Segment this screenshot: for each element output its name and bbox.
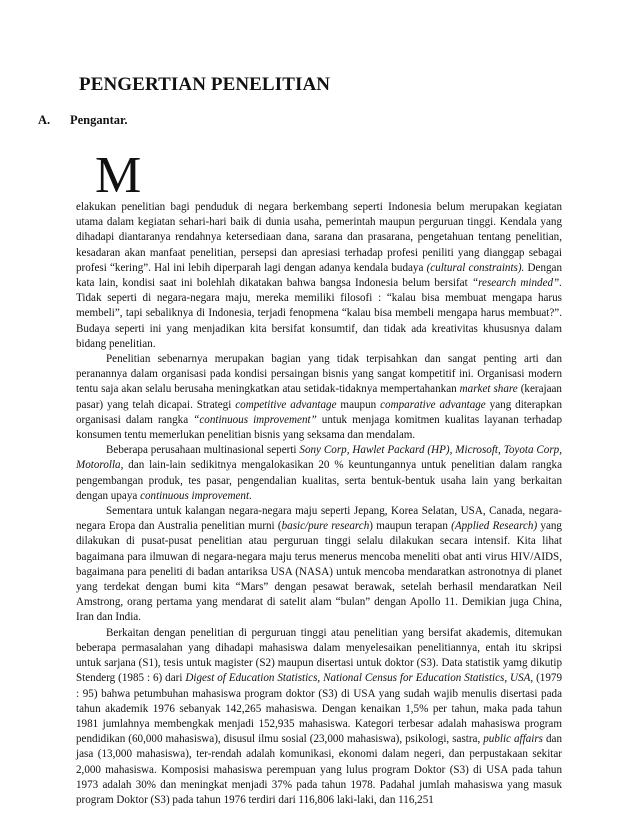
text-run: dan jasa (13,000 mahasiswa), ter-rendah adalah komunikasi, ekonomi dalam negeri, dan perpustakaan sekitar 2,000 mahasiswa. Komposisi mahasiswa perempuan yang lulus program Doktor (S3) di USA pada tahun 1973 adalah 30% dan meningkat menjadi 37% pada tahun 1978. Padahal jumlah mahasiswa yang masuk program Doktor (S3) pada tahun 1976 terdiri dari 116,806 laki-laki, dan 116,251 xyxy=(76,733,562,806)
section-title: Pengantar. xyxy=(70,113,128,127)
text-run: Tidak seperti di negara-negara maju, mereka memiliki filosofi : “kalau bisa membuat mengapa harus membeli”, tapi sebaliknya di Indonesia, terjadi fenopmena “kalau bisa membeli mengapa harus membuat?”. Budaya seperti ini yang menjadikan kita bersifat konsumtif, dan tidak ada kreativitas khususnya dalam bidang penelitian. xyxy=(76,292,562,350)
section-heading xyxy=(38,113,128,128)
text-run: dan lain-lain sedikitnya mengalokasikan 20 % keuntungannya untuk penelitian dalam rangka pengembangan produk, tes pasar, pengendalian kualitas, serta bentuk-bentuk usaha lain yang berkaitan dengan upaya xyxy=(76,459,562,502)
section-number: A. xyxy=(38,113,51,127)
drop-cap: M xyxy=(95,147,142,204)
text-run: untuk menjaga komitmen kualitas layanan terhadap konsumen tentu memerlukan penelitian bisnis yang seksama dan mendalam. xyxy=(76,413,563,442)
body-text xyxy=(76,200,562,808)
paragraph-3 xyxy=(76,443,562,504)
text-run-italic: Digest of Education Statistics, National Census for Education Statistics, USA, xyxy=(185,672,534,685)
text-run: Dengan kata lain, kondisi saat ini bolehlah dikatakan bahwa bangsa Indonesia belum bersifat xyxy=(76,261,563,290)
text-run: yang diterapkan organisasi dalam rangka xyxy=(76,398,562,426)
text-run-italic: basic/pure research xyxy=(281,520,370,533)
text-run: Penelitian sebenarnya merupakan bagian yang tidak terpisahkan dan sangat penting arti dan peranannya dalam organisasi pada kondisi persaingan bisnis yang sangat kompetitif ini. Organisasi modern tentu saja akan selalu berusaha meningkatkan atau setidak-tidaknya mempertahankan xyxy=(76,353,562,396)
paragraph-1 xyxy=(76,200,562,352)
paragraph-2 xyxy=(76,352,562,443)
text-run: ) maupun terapan xyxy=(369,520,452,533)
text-run-italic: (cultural constraints). xyxy=(426,261,525,274)
text-run-italic: market share xyxy=(459,383,518,396)
text-run: Berkaitan dengan penelitian di perguruan tinggi atau penelitian yang bersifat akademis, ditemukan beberapa permasalahan yang dihadapi mahasiswa dalam menyelesaikan penelitiannya, entah itu skripsi untuk sarjana (S1), tesis untuk magister (S2) maupun disertasi untuk doktor (S3). Data statistik yamg dikutip Stenderg (1985 : 6) dari xyxy=(76,626,562,685)
text-run-italic: (Applied Research) xyxy=(451,520,538,533)
text-run: (kerajaan pasar) yang telah dicapai. Strategi xyxy=(76,383,562,411)
text-run-italic: public affairs xyxy=(483,733,543,746)
text-run-italic: Sony Corp, Hawlet Packard (HP), Microsoft, Toyota Corp, Motorolla, xyxy=(76,444,562,472)
text-run-italic: competitive advantage xyxy=(235,398,337,411)
page-title: PENGERTIAN PENELITIAN xyxy=(79,74,331,95)
text-run-italic: comparative advantage xyxy=(380,398,486,411)
text-run: yang dilakukan di pusat-pusat penelitian atau perguruan tinggi selalu dilakukan secara intensif. Kita lihat bagaimana para ilmuwan di negara-negara maju terus menerus mencoba meneliti obat anti virus HIV/AIDS, bagaimana para peneliti di badan antariksa USA (NASA) untuk mencoba mendaratkan astronotnya di planet yang terdekat dengan bumi kita “Mars” dengan pesawat berawak, setelah berhasil mendaratkan Neil Amstrong, orang pertama yang mendarat di satelit alam “bulan” dengan Apollo 11. Demikian juga China, Iran dan India. xyxy=(76,520,562,624)
text-run: Sementara untuk kalangan negara-negara maju seperti Jepang, Korea Selatan, USA, Canada, negara-negara Eropa dan Australia penelitian murni ( xyxy=(76,505,562,533)
paragraph-5 xyxy=(76,626,562,808)
text-run: maupun xyxy=(336,398,381,411)
text-run-italic: “research minded”. xyxy=(471,277,562,290)
text-run: Beberapa perusahaan multinasional seperti xyxy=(106,444,300,457)
text-run: . xyxy=(249,489,252,502)
text-run-italic: “continuous improvement” xyxy=(193,413,317,426)
text-run-italic: continuous improvement xyxy=(140,489,250,502)
text-run: (1979 : 95) bahwa petumbuhan mahasiswa program doktor (S3) di USA yang sudah wajib menulis disertasi pada tahun akademik 1976 sebanyak 142,265 mahasiswa. Dengan kenaikan 1,5% per tahun, maka pada tahun 1981 jumlahnya membengkak menjadi 152,935 mahasiswa. Kategori terbesar adalah mahasiswa program pendidikan (60,000 mahasiswa), disusul ilmu sosial (23,000 mahasiswa), psikologi, sastra, xyxy=(76,672,562,746)
paragraph-4 xyxy=(76,504,562,626)
text-run: elakukan penelitian bagi penduduk di negara berkembang seperti Indonesia belum merupakan kegiatan utama dalam kegiatan sehari-hari baik di dunia usaha, pemerintah maupun perguruan tinggi. Kendala yang dihadapi diantaranya rendahnya ketersediaan dana, sarana dan prasarana, pengetahuan tentang penelitian, kesadaran akan manfaat penelitian, persepsi dan apresiasi terhadap profesi peniliti yang dianggap sebagai profesi “kering”. Hal ini lebih diperparah lagi dengan adanya kendala budaya xyxy=(76,201,562,274)
